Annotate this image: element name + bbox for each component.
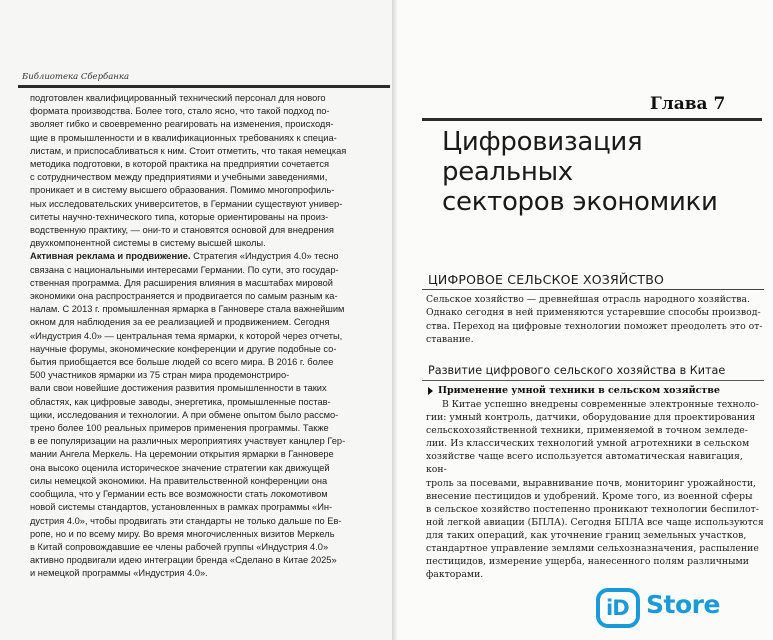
bullet-heading: Применение умной техники в сельском хозяйстве xyxy=(438,385,720,396)
text-line: методика подготовки, в которой практика на предприятии сочетается xyxy=(30,159,329,170)
text-line: подготовлен квалифицированный технический персонал для нового xyxy=(30,93,326,103)
paragraph-1 xyxy=(30,92,385,250)
text-line: мании Ангела Меркель. На церемонии открытия ярмарки в Ганновере xyxy=(30,449,334,460)
text-line: формата производства. Более того, стало ясно, что такой подход по- xyxy=(30,106,330,117)
text-line: троль за посевами, выравнивание почв, мониторинг урожайности, xyxy=(426,477,757,489)
text-line: ственная программа. Для расширения влияния в масштабах мировой xyxy=(30,277,333,288)
logo-mark: iD xyxy=(606,596,629,620)
text-line: лии. Из классических технологий умной агротехники в сельском xyxy=(426,438,750,450)
text-line: трено более 100 реальных примеров применения программы. Также xyxy=(30,423,329,434)
text-line: зволяет гибко и своевременно реагировать на изменения, происходя- xyxy=(30,119,334,130)
text-line: хозяйстве чаще всего используется автоматическая навигация, кон- xyxy=(426,451,743,476)
text-line: новой системы стандартов, установленных в рамках программы «Ин- xyxy=(30,502,333,513)
text-line: гии: умный контроль, датчики, оборудование для проектирования xyxy=(426,412,756,424)
text-line: вали свои новейшие достижения развития промышленности в таких xyxy=(30,383,327,394)
text-line: факторами. xyxy=(426,569,484,581)
text-line: Сельское хозяйство — древнейшая отрасль народного хозяйства. xyxy=(426,294,750,305)
idstore-logo xyxy=(596,586,766,628)
text-line: дустрия 4.0», чтобы продвигать эти стандарты не только дальше по Ев- xyxy=(30,515,342,526)
text-line: активно продвигали идею интеграции бренда «Сделано в Китае 2025» xyxy=(30,555,337,566)
text-line: связана с национальными интересами Германии. По сути, это государ- xyxy=(30,264,339,275)
text-line: ной легкой авиации (БПЛА). Сегодня БПЛА все чаще используются xyxy=(426,516,764,528)
text-run: Стратегия «Индустрия 4.0» тесно xyxy=(190,251,339,262)
right-page xyxy=(392,0,773,640)
text-line: Однако сегодня в ней применяются устаревшие способы производ- xyxy=(426,307,761,319)
text-line: 500 участников ярмарки из 75 стран мира продемонстриро- xyxy=(30,370,290,381)
text-line: В Китае успешно внедрены современные электронные техноло- xyxy=(442,399,759,410)
text-line: ропе, но и по всему миру. Во время многочисленных визитов Меркель xyxy=(30,528,335,539)
run-in-heading: Активная реклама и продвижение. xyxy=(30,251,191,262)
text-line: окном для наблюдения за ее реализацией и продвижением. Сегодня xyxy=(30,317,330,328)
text-line: и немецкой программы «Индустрия 4.0». xyxy=(30,568,208,579)
chapter-title-line: Цифровизация реальных xyxy=(442,127,643,187)
text-line: водственную практику, — они-то и становятся основой для внедрения xyxy=(30,225,334,236)
text-line: она высоко оценила историческое значение стратегии как движущей xyxy=(30,462,330,473)
running-head: Библиотека Сбербанка xyxy=(22,72,130,82)
text-line: щие в промышленности и в квалификационных требованиях к специа- xyxy=(30,132,337,143)
text-line: пестицидов, измерение ущерба, нанесенного полям различными xyxy=(426,556,749,568)
header-rule xyxy=(18,85,390,88)
right-body-text xyxy=(426,398,764,581)
text-line: для таких операций, как уточнение границ земельных участков, xyxy=(426,529,747,541)
text-line: проникает и в систему высшего образования. Помимо многопрофиль- xyxy=(30,185,335,196)
logo-wordmark: Store xyxy=(646,590,720,619)
text-line: «Индустрия 4.0» — центральная тема ярмарки, к которой через отчеты, xyxy=(30,330,343,341)
page-header xyxy=(18,72,390,88)
text-line: двухкомпонентной системы в систему высшей школы. xyxy=(30,238,266,249)
text-line: в сельское хозяйство постепенно проникают технологии беспилот- xyxy=(426,503,759,515)
chapter-label: Глава 7 xyxy=(650,94,726,114)
section-rule xyxy=(422,289,764,290)
paragraph-2 xyxy=(30,250,385,580)
bullet-triangle-icon xyxy=(428,387,433,395)
logo-badge xyxy=(596,588,640,628)
text-line: экономики она распространяется и продвигается по самым разным ка- xyxy=(30,291,338,302)
text-line: листам, и приспосабливаться к ним. Стоит отметить, что такая немецкая xyxy=(30,145,347,156)
text-line: щики, исследования и технологии. А при обмене опытом было рассмо- xyxy=(30,409,339,420)
chapter-title xyxy=(442,127,762,217)
text-line: ставание. xyxy=(426,334,474,346)
text-line: в Китай сопровождавшие ее члены рабочей группы «Индустрия 4.0» xyxy=(30,541,329,552)
intro-paragraph xyxy=(426,293,764,347)
text-line: с сотрудничеством между предприятиями и учебными заведениями, xyxy=(30,172,328,183)
text-line: ных исследовательских университетов, в Германии существуют универ- xyxy=(30,198,343,209)
text-line: стандартное управление землями сельхозназначения, распыление xyxy=(426,543,759,555)
text-line: в ее популяризации на различных мероприятиях участвует канцлер Гер- xyxy=(30,436,346,447)
text-line: ситеты научно-технического типа, которые ориентированы на произ- xyxy=(30,211,329,222)
text-line: ства. Переход на цифровые технологии поможет преодолеть это от- xyxy=(426,320,763,332)
text-line: областях, как цифровые заводы, энергетика, промышленные постав- xyxy=(30,396,331,407)
text-line: сельскохозяйственной техники, применяемой в точном земледе- xyxy=(426,425,748,437)
chapter-rule xyxy=(422,118,762,121)
text-line: бытия приобщается все больше людей со всего мира. В 2016 г. более xyxy=(30,357,334,368)
text-line: внесение пестицидов и удобрений. Кроме того, из военной сферы xyxy=(426,490,753,502)
subsection-title: Развитие цифрового сельского хозяйства в Китае xyxy=(428,364,726,377)
text-line: налам. С 2013 г. промышленная ярмарка в Ганновере стала важнейшим xyxy=(30,304,345,315)
text-line: научные форумы, экономические конференции и другие подобные со- xyxy=(30,343,337,354)
subsection-rule xyxy=(422,380,764,381)
chapter-title-line: секторов экономики xyxy=(442,187,718,217)
text-line xyxy=(30,250,385,263)
left-body-text xyxy=(30,92,385,581)
section-title: ЦИФРОВОЕ СЕЛЬСКОЕ ХОЗЯЙСТВО xyxy=(428,272,665,287)
text-line: силы немецкой экономики. На правительственной конференции она xyxy=(30,475,328,486)
text-line: сообщила, что у Германии есть все возможности стать локомотивом xyxy=(30,489,328,500)
